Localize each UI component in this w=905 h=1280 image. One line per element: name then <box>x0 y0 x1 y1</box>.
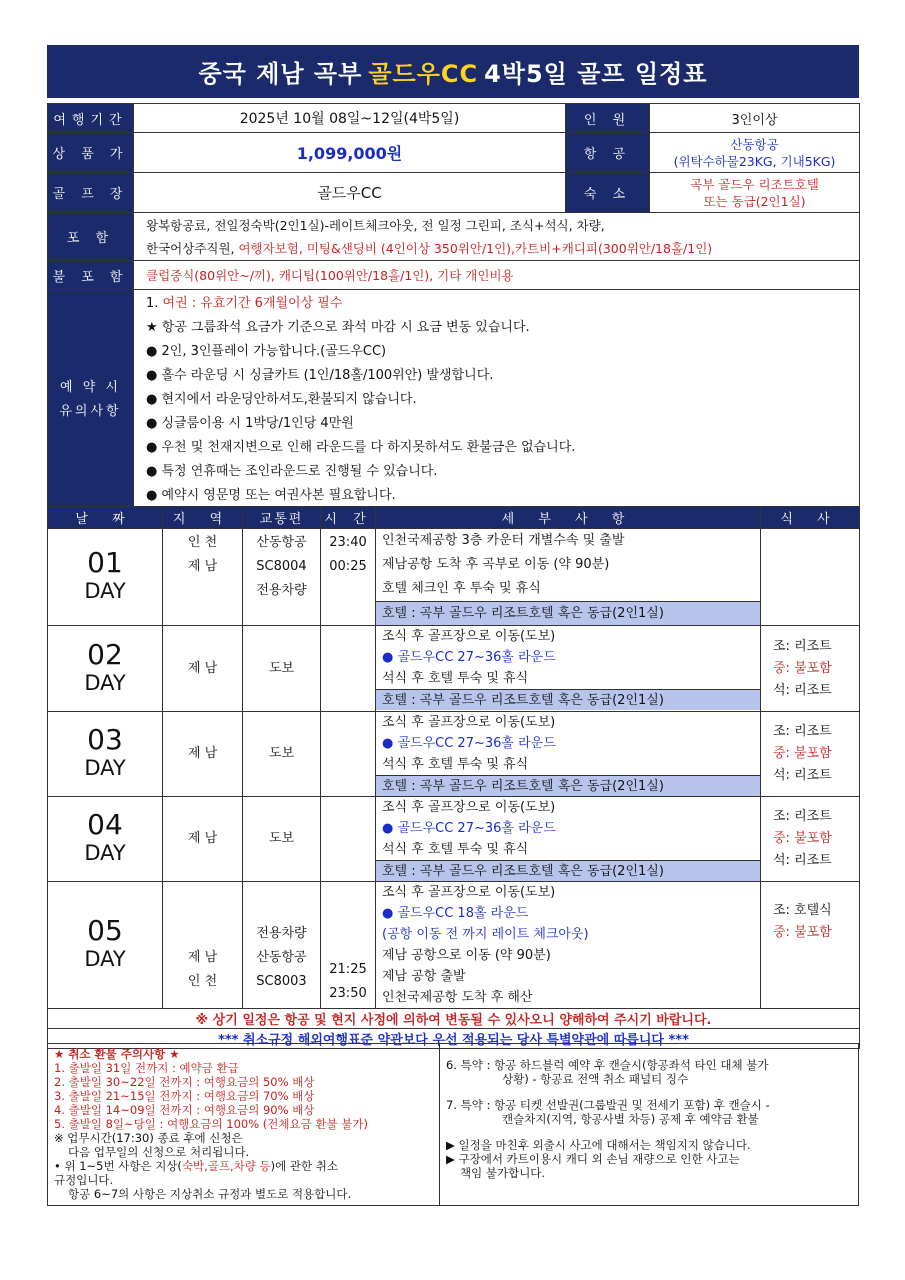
hotel-line: 호텔 : 곡부 골드우 리조트호텔 혹은 동급(2인1실) <box>376 601 760 625</box>
day-cell <box>48 712 163 797</box>
day-text: DAY <box>84 841 126 865</box>
detail-line: 인천국제공항 도착 후 해산 <box>382 990 533 1005</box>
meal-breakfast: 조: 리조트 <box>773 809 832 824</box>
special-6-line-2: 상황) - 항공료 전액 취소 패널티 징수 <box>502 1072 689 1086</box>
time-cell <box>321 529 376 626</box>
meal-dinner: 석: 리조트 <box>773 768 832 783</box>
note-text: 우천 및 천재지변으로 인해 라운드를 다 하지못하셔도 환불금은 없습니다. <box>161 440 576 455</box>
notice-2: ▶ 구장에서 카트이용시 캐디 외 손님 재량으로 인한 사고는 <box>446 1152 740 1166</box>
note-bullet: 1. <box>146 296 163 311</box>
region-cell: 제 남 <box>163 626 243 712</box>
transport-text: 전용차량 <box>256 583 307 598</box>
note-item <box>134 364 859 388</box>
detail-line: 제남공항 도착 후 곡부로 이동 (약 90분) <box>382 557 610 572</box>
hotel-label: 숙 소 <box>566 173 650 213</box>
note-item <box>134 412 859 436</box>
note-item <box>134 484 859 508</box>
meal-cell <box>761 882 860 1009</box>
meal-breakfast: 조: 리조트 <box>773 724 832 739</box>
header-date: 날 짜 <box>48 507 163 529</box>
transport-text: SC8003 <box>256 974 307 989</box>
day-number: 02 <box>87 637 123 671</box>
include-label: 포 함 <box>48 213 134 261</box>
day-number: 03 <box>87 723 123 756</box>
people-label: 인 원 <box>566 104 650 133</box>
note-item <box>134 340 859 364</box>
note-bullet: ★ <box>146 320 162 335</box>
meal-cell <box>761 712 860 797</box>
exclude-value: 클럽중식(80위안~/끼), 캐디팁(100위안/18홀/1인), 기타 개인비용 <box>134 261 860 290</box>
header-detail: 세 부 사 항 <box>376 507 761 529</box>
region-cell <box>163 529 243 626</box>
notice-2b: 책임 불가합니다. <box>460 1166 546 1180</box>
day-row <box>48 529 860 626</box>
region-text: 제 남 <box>187 559 218 574</box>
meal-lunch: 중: 불포함 <box>773 746 832 761</box>
cancel-rule: 5. 출발일 8일~당일 : 여행요금의 100% (전체요금 환불 불가) <box>54 1117 368 1131</box>
air-line-1: 산동항공 <box>730 136 779 152</box>
detail-line: ● 골드우CC 27~36홀 라운드 <box>382 821 556 836</box>
detail-line: 제남 공항으로 이동 (약 90분) <box>382 948 551 963</box>
transport-cell <box>243 882 321 1009</box>
note-bullet: ● <box>146 416 162 431</box>
day-text: DAY <box>84 756 126 780</box>
detail-line: 제남 공항 출발 <box>382 969 466 984</box>
air-label: 항 공 <box>566 133 650 173</box>
detail-line: 호텔 체크인 후 투숙 및 휴식 <box>382 581 541 596</box>
exclude-label: 불 포 함 <box>48 261 134 290</box>
office-hours-1: ※ 업무시간(17:30) 종료 후에 신청은 <box>54 1131 243 1145</box>
transport-text: SC8004 <box>256 559 307 574</box>
office-hours-2: 다음 업무일의 신청으로 처리됩니다. <box>68 1145 250 1159</box>
transport-cell <box>243 529 321 626</box>
note-item <box>134 436 859 460</box>
day-text: DAY <box>84 947 126 971</box>
land-rule <box>54 1159 433 1173</box>
cancel-policy <box>47 1043 859 1206</box>
note-text: 특정 연휴때는 조인라운드로 진행될 수 있습니다. <box>161 464 438 479</box>
detail-line: 석식 후 호텔 투숙 및 휴식 <box>382 842 529 857</box>
transport-cell: 도보 <box>243 712 321 797</box>
region-cell: 제 남 <box>163 712 243 797</box>
day-cell <box>48 882 163 1009</box>
special-7-line-1: 7. 특약 : 항공 티켓 선발권(그룹발권 및 전세기 포함) 후 캔슬시 - <box>446 1098 770 1112</box>
meal-breakfast: 조: 리조트 <box>773 638 832 654</box>
detail-line: 인천국제공항 3층 카운터 개별수속 및 출발 <box>382 533 625 548</box>
time-cell <box>321 712 376 797</box>
cancel-rule: 1. 출발일 31일 전까지 : 예약금 환급 <box>54 1061 239 1075</box>
meal-cell <box>761 626 860 712</box>
title-accent: 골드우CC <box>368 60 479 88</box>
day-row <box>48 797 860 882</box>
day-cell <box>48 797 163 882</box>
meal-dinner: 석: 리조트 <box>773 682 832 698</box>
detail-line: (공항 이동 전 까지 레이트 체크아웃) <box>382 927 589 942</box>
note-bullet: ● <box>146 344 162 359</box>
transport-text: 전용차량 <box>256 926 307 941</box>
day-cell <box>48 626 163 712</box>
transport-cell: 도보 <box>243 797 321 882</box>
land-rule-3: 항공 6~7의 사항은 지상취소 규정과 별도로 적용합니다. <box>68 1187 352 1201</box>
note-bullet: ● <box>146 464 162 479</box>
notes-label-2: 유의사항 <box>59 404 122 419</box>
note-text: 항공 그룹좌석 요금가 기준으로 좌석 마감 시 요금 변동 있습니다. <box>161 320 530 335</box>
time-text: 23:40 <box>329 535 367 550</box>
header-meal: 식 사 <box>761 507 860 529</box>
transport-text: 산동항공 <box>256 950 307 965</box>
transport-text: 산동항공 <box>256 535 307 550</box>
detail-line: ● 골드우CC 18홀 라운드 <box>382 906 529 921</box>
note-text: 현지에서 라운딩안하셔도,환불되지 않습니다. <box>161 392 417 407</box>
golf-value: 골드우CC <box>134 173 566 213</box>
detail-line: 조식 후 골프장으로 이동(도보) <box>382 885 556 900</box>
schedule-table <box>47 506 860 1049</box>
title-prefix: 중국 제남 곡부 <box>198 60 363 88</box>
note-text: 홀수 라운딩 시 싱글카트 (1인/18홀/100위안) 발생합니다. <box>161 368 494 383</box>
note-bullet: ● <box>146 368 162 383</box>
time-text: 21:25 <box>329 962 367 977</box>
meal-breakfast: 조: 호텔식 <box>773 903 832 918</box>
land-rule-b: 숙박,골프,차량 등 <box>181 1159 271 1173</box>
note-text: 여권 : 유효기간 6개월이상 필수 <box>162 296 343 311</box>
include-value <box>134 213 860 261</box>
day-text: DAY <box>84 579 126 603</box>
detail-line: 조식 후 골프장으로 이동(도보) <box>382 715 556 730</box>
day-row <box>48 626 860 712</box>
header-time: 시 간 <box>321 507 376 529</box>
detail-line: ● 골드우CC 27~36홀 라운드 <box>382 650 556 665</box>
detail-cell <box>376 529 761 626</box>
hotel-line-2: 또는 동급(2인1실) <box>703 193 806 209</box>
detail-line: ● 골드우CC 27~36홀 라운드 <box>382 736 556 751</box>
meal-cell <box>761 529 860 626</box>
detail-cell <box>376 712 761 797</box>
time-cell <box>321 626 376 712</box>
note-bullet: ● <box>146 392 162 407</box>
note-item <box>134 292 859 316</box>
hotel-line: 호텔 : 곡부 골드우 리조트호텔 혹은 동급(2인1실) <box>376 689 760 710</box>
hotel-line-1: 곡부 골드우 리조트호텔 <box>690 176 819 192</box>
day-number: 05 <box>87 914 123 947</box>
include-line-2a: 한국어상주직원, <box>146 240 239 256</box>
region-text: 인 천 <box>187 535 218 550</box>
time-text: 00:25 <box>329 559 367 574</box>
hotel-line: 호텔 : 곡부 골드우 리조트호텔 혹은 동급(2인1실) <box>376 775 760 796</box>
day-number: 01 <box>87 546 123 579</box>
note-bullet: ● <box>146 440 162 455</box>
title-suffix: 4박5일 골프 일정표 <box>484 60 708 88</box>
period-value: 2025년 10월 08일~12일(4박5일) <box>134 104 566 133</box>
cancel-right <box>440 1044 858 1205</box>
detail-cell <box>376 882 761 1009</box>
land-rule-a: • 위 1~5번 사항은 지상( <box>54 1159 182 1173</box>
time-text: 23:50 <box>329 986 367 1001</box>
hotel-line: 호텔 : 곡부 골드우 리조트호텔 혹은 동급(2인1실) <box>376 860 760 881</box>
day-cell <box>48 529 163 626</box>
cancel-left <box>48 1044 440 1205</box>
meal-cell <box>761 797 860 882</box>
special-7-line-2: 캔슬차지(지역, 항공사별 차등) 공제 후 예약금 환불 <box>502 1112 759 1126</box>
header-transport: 교통편 <box>243 507 321 529</box>
schedule-footnote-1: ※ 상기 일정은 항공 및 현지 사정에 의하여 변동될 수 있사오니 양해하여 주시기 바랍니다. <box>48 1009 860 1029</box>
note-text: 2인, 3인플레이 가능합니다.(골드우CC) <box>161 344 387 359</box>
day-text: DAY <box>84 670 126 695</box>
notes-list <box>134 290 860 511</box>
cancel-title: ★ 취소 환불 주의사항 ★ <box>54 1047 180 1061</box>
detail-cell <box>376 797 761 882</box>
transport-cell: 도보 <box>243 626 321 712</box>
note-item <box>134 316 859 340</box>
day-row <box>48 712 860 797</box>
region-text: 제 남 <box>187 950 218 965</box>
meal-lunch: 중: 불포함 <box>773 831 832 846</box>
note-item <box>134 460 859 484</box>
note-text: 싱글룸이용 시 1박당/1인당 4만원 <box>161 416 354 431</box>
region-text: 인 천 <box>187 974 218 989</box>
golf-label: 골 프 장 <box>48 173 134 213</box>
region-cell <box>163 882 243 1009</box>
detail-line: 조식 후 골프장으로 이동(도보) <box>382 629 556 644</box>
meal-lunch: 중: 불포함 <box>773 925 832 940</box>
region-cell: 제 남 <box>163 797 243 882</box>
detail-line: 석식 후 호텔 투숙 및 휴식 <box>382 671 529 686</box>
day-row <box>48 882 860 1009</box>
cancel-rule: 2. 출발일 30~22일 전까지 : 여행요금의 50% 배상 <box>54 1075 315 1089</box>
period-label: 여행기간 <box>48 104 134 133</box>
hotel-value <box>650 173 860 213</box>
notes-label-1: 예 약 시 <box>60 380 121 395</box>
info-table <box>47 103 860 511</box>
header-region: 지 역 <box>163 507 243 529</box>
meal-lunch: 중: 불포함 <box>773 660 832 676</box>
include-line-1: 왕복항공료, 전일정숙박(2인1실)-레이트체크아웃, 전 일정 그린피, 조식+석식, 차량, <box>146 217 605 233</box>
day-number: 04 <box>87 808 123 841</box>
special-6-line-1: 6. 특약 : 항공 하드블럭 예약 후 캔슬시(항공좌석 타인 대체 불가 <box>446 1058 769 1072</box>
cancel-rule: 3. 출발일 21~15일 전까지 : 여행요금의 70% 배상 <box>54 1089 315 1103</box>
land-rule-c: )에 관한 취소 <box>270 1159 339 1173</box>
detail-cell <box>376 626 761 712</box>
cancel-rule: 4. 출발일 14~09일 전까지 : 여행요금의 90% 배상 <box>54 1103 315 1117</box>
price-label: 상 품 가 <box>48 133 134 173</box>
people-value: 3인이상 <box>650 104 860 133</box>
time-cell <box>321 797 376 882</box>
air-line-2: (위탁수하물23KG, 기내5KG) <box>673 153 836 169</box>
time-cell <box>321 882 376 1009</box>
include-line-2 <box>146 237 859 260</box>
include-line-2b: 여행자보험, 미팅&샌딩비 (4인이상 350위안/1인),카트비+캐디피(300위안/18홀/1인) <box>238 240 713 256</box>
land-rule-2: 규정입니다. <box>54 1173 114 1187</box>
schedule-footnote-2: *** 취소규정 해외여행표준 약관보다 우선 적용되는 당사 특별약관에 따릅니다 *** <box>48 1029 860 1049</box>
air-value <box>650 133 860 173</box>
note-bullet: ● <box>146 488 162 503</box>
notice-1: ▶ 일정을 마친후 외출시 사고에 대해서는 책임지지 않습니다. <box>446 1138 751 1152</box>
price-value: 1,099,000원 <box>134 133 566 173</box>
meal-dinner: 석: 리조트 <box>773 853 832 868</box>
notes-label <box>48 290 134 511</box>
note-item <box>134 388 859 412</box>
note-text: 예약시 영문명 또는 여권사본 필요합니다. <box>161 488 396 503</box>
page-title <box>47 45 859 98</box>
detail-line: 조식 후 골프장으로 이동(도보) <box>382 800 556 815</box>
detail-line: 석식 후 호텔 투숙 및 휴식 <box>382 757 529 772</box>
